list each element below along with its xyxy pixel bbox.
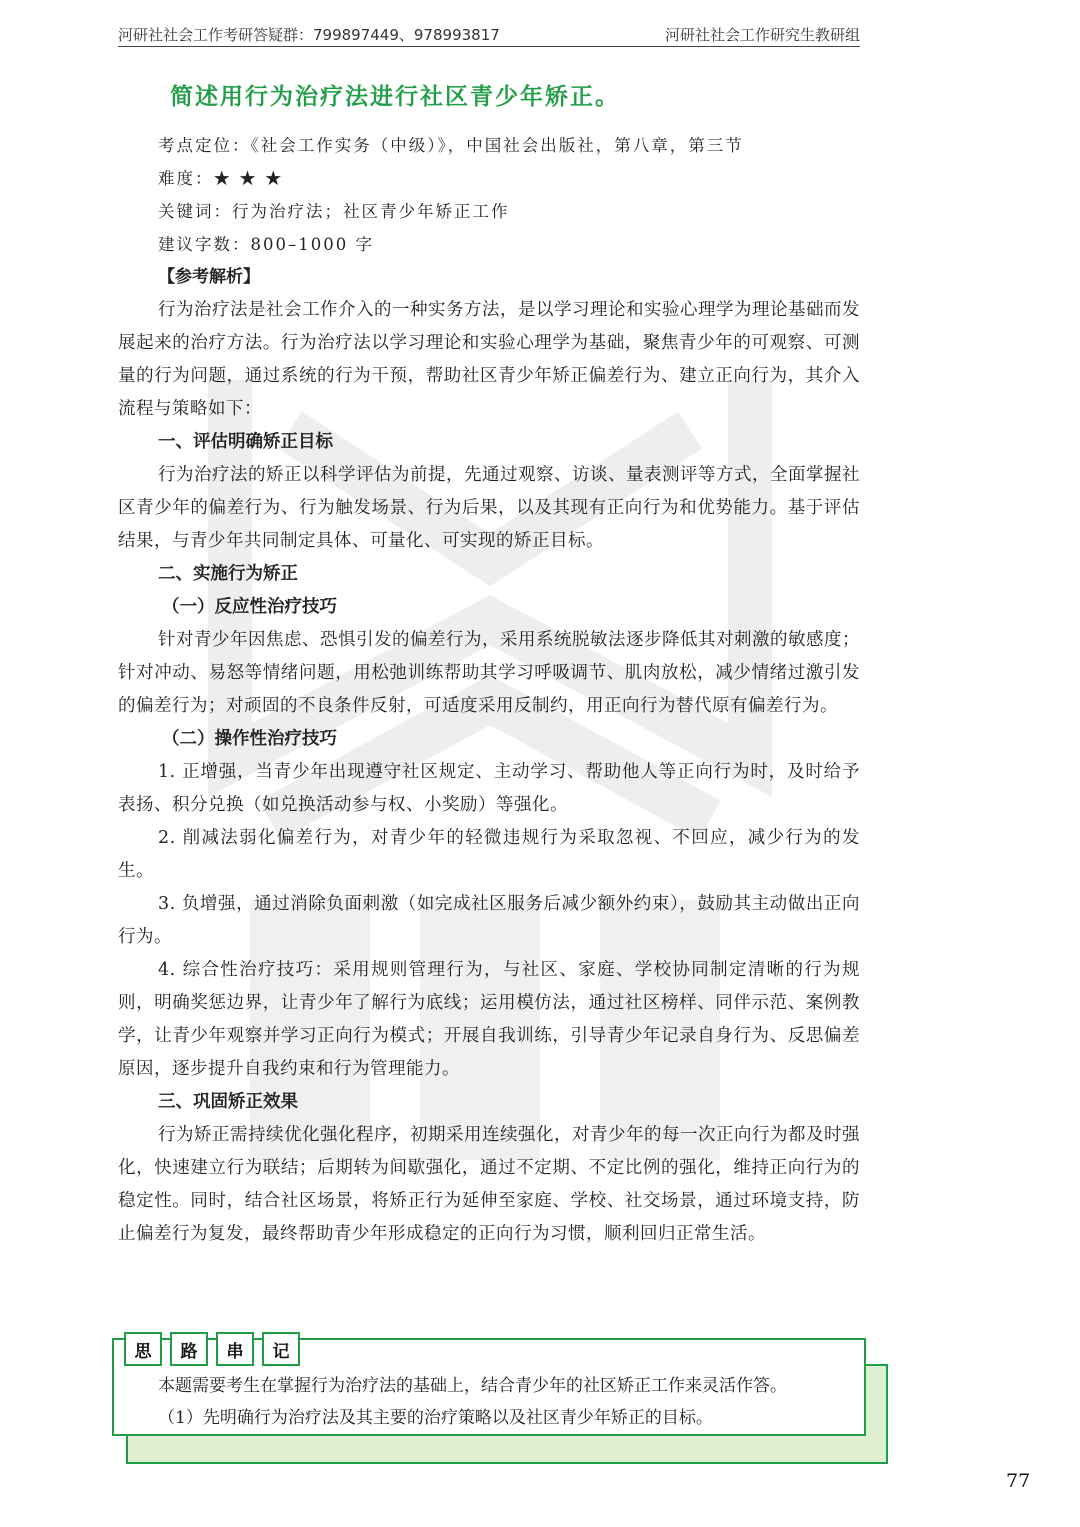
- meta-difficulty: 难度：★ ★ ★: [158, 169, 284, 188]
- header-left-text: 河研社社会工作考研答疑群：799897449、978993817: [118, 26, 500, 44]
- tag-lu: 路: [170, 1332, 208, 1366]
- list-item: 4. 综合性治疗技巧：采用规则管理行为，与社区、家庭、学校协同制定清晰的行为规则，明确奖惩边界，让青少年了解行为底线；运用模仿法，通过社区榜样、同伴示范、案例教学，让青少年观察并学习正向行为模式；开展自我训练，引导青少年记录自身行为、反思偏差原因，逐步提升自我约束和行为管理能力。: [118, 960, 860, 1079]
- meta-location: 考点定位：《社会工作实务（中级）》，中国社会出版社，第八章，第三节: [158, 136, 744, 155]
- thinking-box: [112, 1338, 866, 1436]
- thinking-box-tags: [124, 1332, 300, 1366]
- page-header: [118, 22, 860, 47]
- thinking-box-line-1: 本题需要考生在掌握行为治疗法的基础上，结合青少年的社区矫正工作来灵活作答。: [158, 1376, 787, 1396]
- section-2-sub1-heading: （一）反应性治疗技巧: [162, 597, 337, 617]
- list-item: 3. 负增强，通过消除负面刺激（如完成社区服务后减少额外约束），鼓励其主动做出正向行为。: [118, 894, 860, 947]
- article: [118, 74, 860, 1251]
- tag-chuan: 串: [216, 1332, 254, 1366]
- tag-ji: 记: [262, 1332, 300, 1366]
- section-1-heading: 一、评估明确矫正目标: [158, 432, 333, 452]
- page-number: 77: [1006, 1470, 1031, 1492]
- reference-label: 【参考解析】: [158, 267, 260, 287]
- section-3-heading: 三、巩固矫正效果: [158, 1092, 298, 1112]
- thinking-box-text: [130, 1370, 860, 1434]
- section-1-paragraph: 行为治疗法的矫正以科学评估为前提，先通过观察、访谈、量表测评等方式，全面掌握社区青少年的偏差行为、行为触发场景、行为后果，以及其现有正向行为和优势能力。基于评估结果，与青少年共同制定具体、可量化、可实现的矫正目标。: [118, 465, 860, 551]
- meta-word-count: 建议字数：800–1000 字: [158, 235, 374, 254]
- intro-paragraph: 行为治疗法是社会工作介入的一种实务方法，是以学习理论和实验心理学为理论基础而发展起来的治疗方法。行为治疗法以学习理论和实验心理学为基础，聚焦青少年的可观察、可测量的行为问题，通过系统的行为干预，帮助社区青少年矫正偏差行为、建立正向行为，其介入流程与策略如下：: [118, 300, 860, 419]
- thinking-box-line-2: （1）先明确行为治疗法及其主要的治疗策略以及社区青少年矫正的目标。: [158, 1408, 713, 1428]
- section-2-sub1-paragraph: 针对青少年因焦虑、恐惧引发的偏差行为，采用系统脱敏法逐步降低其对刺激的敏感度；针对冲动、易怒等情绪问题，用松弛训练帮助其学习呼吸调节、肌肉放松，减少情绪过激引发的偏差行为；对顽固的不良条件反射，可适度采用反制约，用正向行为替代原有偏差行为。: [118, 630, 860, 716]
- meta-keywords: 关键词：行为治疗法；社区青少年矫正工作: [158, 202, 510, 221]
- list-item: 2. 削减法弱化偏差行为，对青少年的轻微违规行为采取忽视、不回应，减少行为的发生。: [118, 828, 860, 881]
- question-title: 简述用行为治疗法进行社区青少年矫正。: [170, 84, 620, 110]
- list-item: 1. 正增强，当青少年出现遵守社区规定、主动学习、帮助他人等正向行为时，及时给予表扬、积分兑换（如兑换活动参与权、小奖励）等强化。: [118, 762, 860, 815]
- section-2-heading: 二、实施行为矫正: [158, 564, 298, 584]
- tag-si: 思: [124, 1332, 162, 1366]
- header-right-text: 河研社社会工作研究生教研组: [664, 26, 860, 44]
- section-3-paragraph: 行为矫正需持续优化强化程序，初期采用连续强化，对青少年的每一次正向行为都及时强化，快速建立行为联结；后期转为间歇强化，通过不定期、不定比例的强化，维持正向行为的稳定性。同时，结合社区场景，将矫正行为延伸至家庭、学校、社交场景，通过环境支持，防止偏差行为复发，最终帮助青少年形成稳定的正向行为习惯，顺利回归正常生活。: [118, 1125, 860, 1244]
- section-2-sub2-heading: （二）操作性治疗技巧: [162, 729, 337, 749]
